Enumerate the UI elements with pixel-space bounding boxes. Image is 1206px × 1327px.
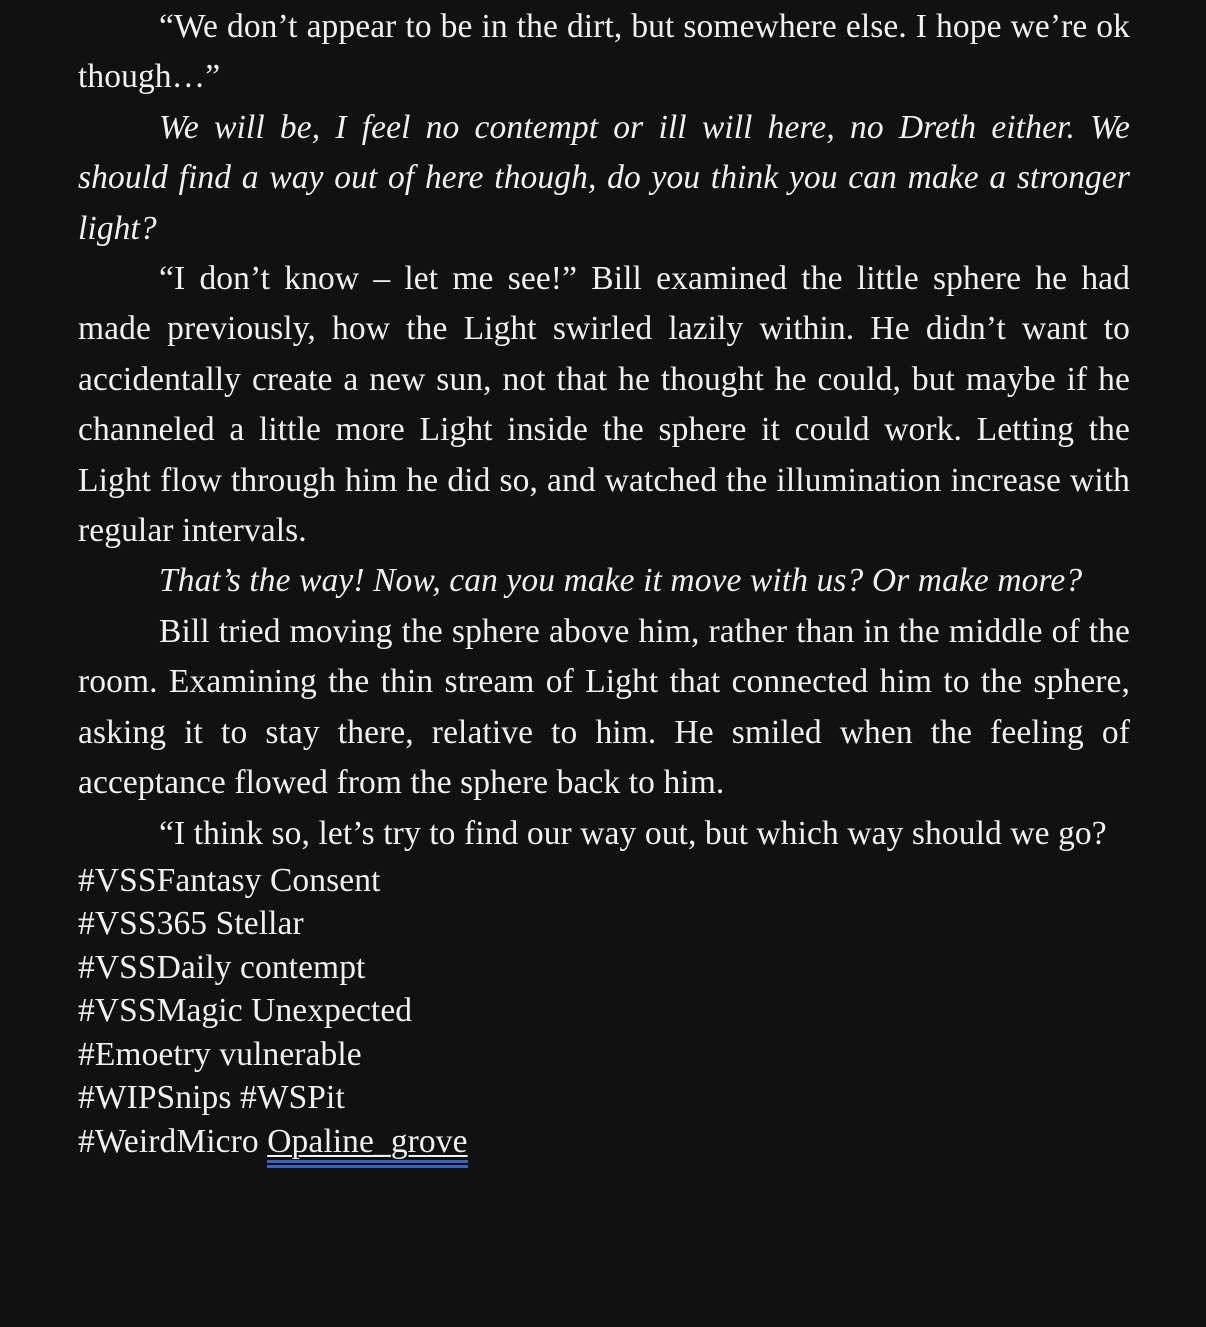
story-paragraph: “I don’t know – let me see!” Bill examined the little sphere he had made previously, how the Light swirled lazily within. He didn’t want to accidentally create a new sun, not that he thought he could, but maybe if he channeled a little more Light inside the sphere it could work. Letting the Light flow through him he did so, and watched the illumination increase with regular intervals. bbox=[78, 260, 1130, 550]
hashtag-line: #VSSDaily contempt bbox=[78, 948, 366, 986]
story-paragraph-telepathy: We will be, I feel no contempt or ill will here, no Dreth either. We should find a way out of here though, do you think you can make a stronger light? bbox=[78, 108, 1130, 247]
story-paragraph: “We don’t appear to be in the dirt, but somewhere else. I hope we’re ok though…” bbox=[78, 8, 1130, 96]
story-paragraph: “I think so, let’s try to find our way out, but which way should we go? bbox=[159, 814, 1107, 852]
hashtag-line bbox=[78, 1120, 1130, 1164]
hashtag-line: #VSSMagic Unexpected bbox=[78, 992, 413, 1030]
story-paragraph-telepathy: That’s the way! Now, can you make it move with us? Or make more? bbox=[159, 562, 1083, 600]
hashtag-block bbox=[78, 859, 1130, 1164]
hashtag-line: #WIPSnips #WSPit bbox=[78, 1079, 345, 1117]
hashtag-line: #VSSFantasy Consent bbox=[78, 861, 381, 899]
opaline-grove-link[interactable]: Opaline_grove bbox=[267, 1123, 467, 1168]
hashtag-prefix: #WeirdMicro bbox=[78, 1122, 268, 1160]
hashtag-line: #Emoetry vulnerable bbox=[78, 1035, 362, 1073]
story-paragraph: Bill tried moving the sphere above him, rather than in the middle of the room. Examining the thin stream of Light that connected him to the sphere, asking it to stay there, relative to him. He smiled when the feeling of acceptance flowed from the sphere back to him. bbox=[78, 612, 1130, 802]
hashtag-line: #VSS365 Stellar bbox=[78, 905, 304, 943]
